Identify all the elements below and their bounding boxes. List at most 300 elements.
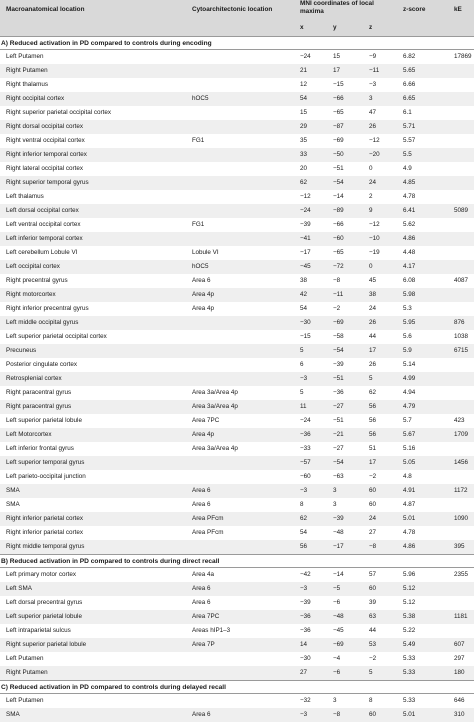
cell-z-score: 5.71 <box>403 123 416 130</box>
cell-location: SMA <box>6 501 20 508</box>
table-row <box>0 218 474 232</box>
cell-x: 20 <box>300 165 308 172</box>
cell-z: 26 <box>369 319 377 326</box>
cell-z-score: 4.86 <box>403 543 416 550</box>
cell-ke: 1181 <box>454 613 468 620</box>
table-header <box>0 0 474 36</box>
cell-z-score: 4.17 <box>403 263 416 270</box>
cell-cyto: hOC5 <box>192 263 209 270</box>
cell-cyto: Area 7PC <box>192 613 220 620</box>
cell-y: −72 <box>333 263 344 270</box>
table-row <box>0 232 474 246</box>
cell-z: 45 <box>369 277 377 284</box>
table-row <box>0 428 474 442</box>
cell-location: SMA <box>6 711 20 718</box>
header-ke: kE <box>454 6 462 13</box>
cell-z-score: 5.62 <box>403 221 416 228</box>
cell-x: −24 <box>300 417 311 424</box>
cell-location: Right paracentral gyrus <box>6 403 72 410</box>
section-heading <box>0 554 474 568</box>
cell-ke: 297 <box>454 655 465 662</box>
table-row <box>0 190 474 204</box>
cell-y: −63 <box>333 473 344 480</box>
section-heading <box>0 36 474 50</box>
cell-z-score: 5.49 <box>403 641 416 648</box>
cell-y: −11 <box>333 291 344 298</box>
cell-y: −54 <box>333 347 344 354</box>
table-row <box>0 512 474 526</box>
cell-location: Left dorsal precentral gyrus <box>6 599 83 606</box>
cell-x: 14 <box>300 641 308 648</box>
table-row <box>0 176 474 190</box>
cell-cyto: FG1 <box>192 221 205 228</box>
cell-x: 33 <box>300 151 308 158</box>
cell-x: −33 <box>300 445 311 452</box>
cell-x: −3 <box>300 711 308 718</box>
cell-location: Left occipital cortex <box>6 263 60 270</box>
table-row <box>0 204 474 218</box>
cell-y: −58 <box>333 333 344 340</box>
cell-z-score: 5.95 <box>403 319 416 326</box>
table-row <box>0 652 474 666</box>
section-heading <box>0 680 474 694</box>
cell-x: 11 <box>300 403 307 410</box>
cell-cyto: Area 7P <box>192 641 215 648</box>
cell-z-score: 5.22 <box>403 627 416 634</box>
cell-y: −8 <box>333 711 341 718</box>
cell-z: −19 <box>369 249 380 256</box>
cell-z: 56 <box>369 417 377 424</box>
table-row <box>0 148 474 162</box>
cell-cyto: Area 7PC <box>192 417 220 424</box>
cell-location: Right Putamen <box>6 669 48 676</box>
cell-location: Right precentral gyrus <box>6 277 68 284</box>
cell-cyto: FG1 <box>192 137 205 144</box>
cell-y: 3 <box>333 501 337 508</box>
cell-z-score: 5.98 <box>403 291 416 298</box>
cell-x: −24 <box>300 53 311 60</box>
cell-x: 21 <box>300 67 308 74</box>
cell-z-score: 4.79 <box>403 403 416 410</box>
section-title: B) Reduced activation in PD compared to controls during direct recall <box>1 558 220 565</box>
cell-cyto: Area 4p <box>192 431 215 438</box>
cell-location: Right paracentral gyrus <box>6 389 72 396</box>
cell-z: −2 <box>369 473 377 480</box>
cell-x: −3 <box>300 375 308 382</box>
cell-x: 27 <box>300 669 308 676</box>
cell-z: −8 <box>369 543 377 550</box>
cell-ke: 646 <box>454 697 465 704</box>
cell-y: −27 <box>333 403 344 410</box>
header-sub-z: z <box>369 24 373 31</box>
cell-z: −12 <box>369 137 380 144</box>
cell-location: Left Motorcortex <box>6 431 52 438</box>
cell-z: 26 <box>369 123 377 130</box>
cell-z: 57 <box>369 571 377 578</box>
cell-location: Right superior temporal gyrus <box>6 179 89 186</box>
cell-cyto: Area 3a/Area 4p <box>192 403 238 410</box>
cell-cyto: hOC5 <box>192 95 209 102</box>
cell-location: Right dorsal occipital cortex <box>6 123 83 130</box>
header-mni-line1: MNI coordinates of local <box>300 0 374 7</box>
cell-x: −30 <box>300 655 311 662</box>
cell-cyto: Lobule VI <box>192 249 219 256</box>
cell-z: 17 <box>369 347 377 354</box>
cell-x: 62 <box>300 515 308 522</box>
cell-z-score: 4.8 <box>403 473 412 480</box>
cell-z-score: 4.86 <box>403 235 416 242</box>
cell-location: Left inferior temporal cortex <box>6 235 83 242</box>
cell-x: −24 <box>300 207 311 214</box>
cell-location: Right superior parietal lobule <box>6 641 87 648</box>
cell-z-score: 5.96 <box>403 571 416 578</box>
cell-z: 5 <box>369 669 373 676</box>
cell-y: −36 <box>333 389 344 396</box>
cell-y: −4 <box>333 655 341 662</box>
cell-y: −54 <box>333 179 344 186</box>
cell-x: −36 <box>300 627 311 634</box>
table-row <box>0 344 474 358</box>
cell-location: Left superior parietal lobule <box>6 417 82 424</box>
cell-x: 12 <box>300 81 308 88</box>
cell-x: 29 <box>300 123 308 130</box>
cell-z: 62 <box>369 389 377 396</box>
cell-location: Posterior cingulate cortex <box>6 361 78 368</box>
table-row <box>0 694 474 708</box>
cell-z-score: 6.66 <box>403 81 416 88</box>
cell-z: 47 <box>369 109 377 116</box>
cell-cyto: Area 6 <box>192 277 211 284</box>
cell-x: 6 <box>300 361 304 368</box>
cell-z: 60 <box>369 585 377 592</box>
cell-ke: 423 <box>454 417 465 424</box>
cell-x: 15 <box>300 109 308 116</box>
cell-z: 56 <box>369 403 377 410</box>
cell-y: −54 <box>333 459 344 466</box>
table-row <box>0 666 474 680</box>
cell-z-score: 5.3 <box>403 305 412 312</box>
table-row <box>0 624 474 638</box>
cell-z: 24 <box>369 305 377 312</box>
cell-x: −32 <box>300 697 311 704</box>
cell-x: 54 <box>300 305 308 312</box>
cell-x: −42 <box>300 571 311 578</box>
cell-cyto: Area PFcm <box>192 515 224 522</box>
cell-y: −17 <box>333 543 344 550</box>
cell-x: −36 <box>300 613 311 620</box>
cell-y: −65 <box>333 249 344 256</box>
cell-z-score: 4.99 <box>403 375 416 382</box>
table-row <box>0 526 474 540</box>
cell-x: −3 <box>300 585 308 592</box>
cell-location: Left middle occipital gyrus <box>6 319 79 326</box>
cell-y: −14 <box>333 571 344 578</box>
cell-z: 60 <box>369 711 377 718</box>
cell-z: 2 <box>369 193 373 200</box>
cell-x: 38 <box>300 277 308 284</box>
cell-z: −11 <box>369 67 380 74</box>
cell-z-score: 6.08 <box>403 277 416 284</box>
cell-y: −48 <box>333 613 344 620</box>
cell-z: −20 <box>369 151 380 158</box>
table-row <box>0 414 474 428</box>
cell-z: 60 <box>369 501 377 508</box>
table-row <box>0 498 474 512</box>
cell-x: −12 <box>300 193 311 200</box>
table-row <box>0 372 474 386</box>
cell-x: 62 <box>300 179 308 186</box>
table-row <box>0 596 474 610</box>
cell-x: −41 <box>300 235 311 242</box>
table-row <box>0 400 474 414</box>
cell-y: −21 <box>333 431 344 438</box>
table-row <box>0 78 474 92</box>
cell-y: 15 <box>333 53 341 60</box>
cell-y: 17 <box>333 67 341 74</box>
cell-z: −3 <box>369 81 377 88</box>
cell-z-score: 5.38 <box>403 613 416 620</box>
cell-cyto: Area PFcm <box>192 529 224 536</box>
header-sub-y: y <box>333 24 337 31</box>
cell-z-score: 5.57 <box>403 137 416 144</box>
cell-z-score: 5.6 <box>403 333 412 340</box>
cell-location: Right thalamus <box>6 81 48 88</box>
cell-z-score: 5.7 <box>403 417 412 424</box>
header-cytoarchitectonic-location: Cytoarchitectonic location <box>192 6 273 13</box>
cell-y: −66 <box>333 221 344 228</box>
cell-ke: 2355 <box>454 571 469 578</box>
cell-z-score: 5.33 <box>403 697 416 704</box>
cell-z-score: 5.5 <box>403 151 412 158</box>
table-row <box>0 260 474 274</box>
cell-y: −60 <box>333 235 344 242</box>
cell-z-score: 5.33 <box>403 655 416 662</box>
cell-y: −8 <box>333 277 341 284</box>
cell-z: 38 <box>369 291 377 298</box>
cell-location: Precuneus <box>6 347 37 354</box>
cell-z: −9 <box>369 53 377 60</box>
cell-ke: 180 <box>454 669 465 676</box>
table-row <box>0 274 474 288</box>
cell-y: −89 <box>333 207 344 214</box>
cell-location: Left superior parietal occipital cortex <box>6 333 107 340</box>
table-row <box>0 106 474 120</box>
table-row <box>0 134 474 148</box>
cell-ke: 395 <box>454 543 465 550</box>
cell-x: −15 <box>300 333 311 340</box>
cell-y: −51 <box>333 417 344 424</box>
cell-y: −87 <box>333 123 344 130</box>
cell-y: −69 <box>333 641 344 648</box>
cell-z: −10 <box>369 235 380 242</box>
cell-cyto: Area 6 <box>192 487 211 494</box>
cell-x: −39 <box>300 221 311 228</box>
cell-z: 51 <box>369 445 377 452</box>
table-row <box>0 442 474 456</box>
cell-z-score: 4.78 <box>403 529 416 536</box>
cell-x: 56 <box>300 543 308 550</box>
cell-z-score: 5.9 <box>403 347 412 354</box>
cell-cyto: Area 6 <box>192 711 211 718</box>
cell-z-score: 6.65 <box>403 95 416 102</box>
cell-y: −14 <box>333 193 344 200</box>
table-row <box>0 92 474 106</box>
table-row <box>0 708 474 722</box>
cell-ke: 310 <box>454 711 465 718</box>
header-sub-x: x <box>300 24 304 31</box>
cell-z-score: 4.78 <box>403 193 416 200</box>
table-row <box>0 638 474 652</box>
cell-y: −39 <box>333 515 344 522</box>
cell-z-score: 4.48 <box>403 249 416 256</box>
table-row <box>0 288 474 302</box>
cell-location: Right middle temporal gyrus <box>6 543 85 550</box>
cell-z-score: 6.41 <box>403 207 416 214</box>
cell-location: Right occipital cortex <box>6 95 65 102</box>
cell-location: Right inferior precentral gyrus <box>6 305 89 312</box>
cell-location: Right lateral occipital cortex <box>6 165 83 172</box>
cell-z: 44 <box>369 333 377 340</box>
cell-location: Left superior temporal gyrus <box>6 459 85 466</box>
cell-z: 17 <box>369 459 377 466</box>
cell-z: 63 <box>369 613 377 620</box>
cell-y: −65 <box>333 109 344 116</box>
cell-z: 0 <box>369 263 373 270</box>
cell-location: Right inferior parietal cortex <box>6 529 83 536</box>
cell-z-score: 4.87 <box>403 501 416 508</box>
table-row <box>0 50 474 64</box>
cell-location: Left SMA <box>6 585 32 592</box>
cell-y: −69 <box>333 137 344 144</box>
cell-cyto: Area 3a/Area 4p <box>192 445 238 452</box>
cell-location: Left thalamus <box>6 193 44 200</box>
cell-x: 5 <box>300 347 304 354</box>
cell-z-score: 5.67 <box>403 431 416 438</box>
table-row <box>0 540 474 554</box>
cell-z: 24 <box>369 515 377 522</box>
cell-z-score: 6.82 <box>403 53 416 60</box>
table-row <box>0 470 474 484</box>
cell-x: 54 <box>300 529 308 536</box>
table-row <box>0 582 474 596</box>
cell-y: −27 <box>333 445 344 452</box>
cell-x: 8 <box>300 501 304 508</box>
cell-x: −30 <box>300 319 311 326</box>
table-row <box>0 302 474 316</box>
cell-x: −17 <box>300 249 311 256</box>
table-row <box>0 316 474 330</box>
cell-z-score: 4.94 <box>403 389 416 396</box>
cell-ke: 607 <box>454 641 465 648</box>
cell-z: 24 <box>369 179 377 186</box>
cell-ke: 4087 <box>454 277 469 284</box>
cell-y: −39 <box>333 361 344 368</box>
cell-ke: 1038 <box>454 333 469 340</box>
section-title: A) Reduced activation in PD compared to controls during encoding <box>1 40 212 47</box>
cell-z-score: 5.01 <box>403 515 416 522</box>
cell-location: Right Putamen <box>6 67 48 74</box>
table-row <box>0 484 474 498</box>
cell-y: 3 <box>333 487 337 494</box>
cell-z: 44 <box>369 627 377 634</box>
table-row <box>0 246 474 260</box>
table-row <box>0 610 474 624</box>
cell-location: Left cerebellum Lobule VI <box>6 249 78 256</box>
table-row <box>0 64 474 78</box>
cell-x: 42 <box>300 291 308 298</box>
cell-x: −36 <box>300 431 311 438</box>
cell-y: −6 <box>333 669 341 676</box>
cell-cyto: Area 4p <box>192 291 215 298</box>
cell-y: −66 <box>333 95 344 102</box>
cell-z-score: 5.65 <box>403 67 416 74</box>
cell-location: Left primary motor cortex <box>6 571 76 578</box>
cell-location: Left parieto-occipital junction <box>6 473 86 480</box>
cell-z: 8 <box>369 697 373 704</box>
cell-location: Right motorcortex <box>6 291 56 298</box>
cell-y: −51 <box>333 375 344 382</box>
cell-location: Right ventral occipital cortex <box>6 137 85 144</box>
cell-location: Left Putamen <box>6 655 44 662</box>
cell-cyto: Area 4a <box>192 571 215 578</box>
cell-z: 39 <box>369 599 377 606</box>
cell-location: Left intraparietal sulcus <box>6 627 71 634</box>
table-row <box>0 568 474 582</box>
cell-x: −60 <box>300 473 311 480</box>
cell-ke: 1456 <box>454 459 469 466</box>
cell-y: −5 <box>333 585 341 592</box>
cell-z-score: 4.85 <box>403 179 416 186</box>
cell-location: SMA <box>6 487 20 494</box>
cell-location: Left ventral occipital cortex <box>6 221 81 228</box>
cell-location: Left Putamen <box>6 697 44 704</box>
cell-z: 27 <box>369 529 377 536</box>
cell-z-score: 5.05 <box>403 459 416 466</box>
cell-cyto: Area 6 <box>192 585 211 592</box>
cell-y: −45 <box>333 627 344 634</box>
cell-y: −48 <box>333 529 344 536</box>
cell-location: Left Putamen <box>6 53 44 60</box>
cell-location: Right inferior parietal cortex <box>6 515 83 522</box>
cell-x: −3 <box>300 487 308 494</box>
cell-z: 56 <box>369 431 377 438</box>
cell-y: 3 <box>333 697 337 704</box>
cell-z: 3 <box>369 95 373 102</box>
table-row <box>0 162 474 176</box>
cell-z: −2 <box>369 655 377 662</box>
cell-z-score: 5.01 <box>403 711 416 718</box>
cell-z-score: 6.1 <box>403 109 412 116</box>
cell-y: −2 <box>333 305 341 312</box>
cell-ke: 1090 <box>454 515 469 522</box>
cell-y: −6 <box>333 599 341 606</box>
cell-z: 53 <box>369 641 377 648</box>
cell-x: 35 <box>300 137 308 144</box>
cell-z-score: 5.33 <box>403 669 416 676</box>
cell-cyto: Areas hIP1–3 <box>192 627 231 634</box>
cell-y: −15 <box>333 81 344 88</box>
cell-z: −12 <box>369 221 380 228</box>
cell-ke: 1172 <box>454 487 468 494</box>
table-row <box>0 330 474 344</box>
table-row <box>0 120 474 134</box>
cell-x: −39 <box>300 599 311 606</box>
cell-z: 5 <box>369 375 373 382</box>
cell-ke: 876 <box>454 319 465 326</box>
cell-cyto: Area 4p <box>192 305 215 312</box>
cell-cyto: Area 6 <box>192 501 211 508</box>
cell-z-score: 5.16 <box>403 445 416 452</box>
